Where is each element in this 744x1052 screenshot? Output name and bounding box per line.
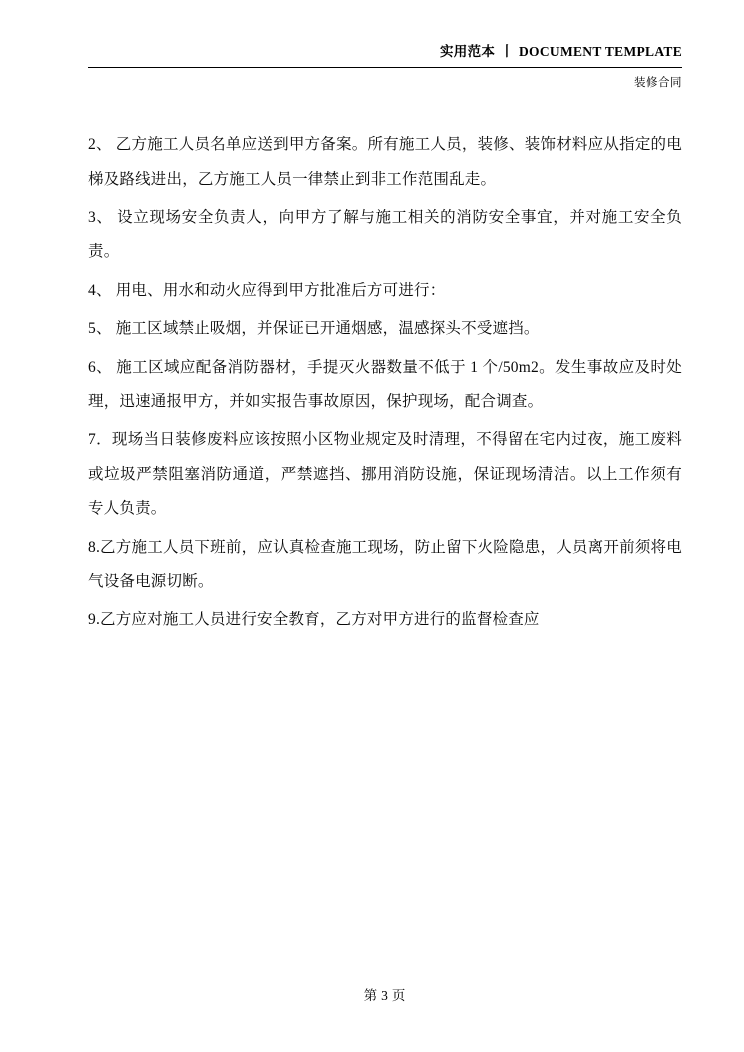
header-title-cn: 实用范本: [439, 44, 496, 59]
header-title-en: DOCUMENT TEMPLATE: [519, 44, 682, 59]
footer-suffix: 页: [391, 988, 407, 1003]
paragraph: 5、 施工区域禁止吸烟，并保证已开通烟感，温感探头不受遮挡。: [88, 320, 540, 338]
header-subtitle: 装修合同: [634, 77, 682, 90]
header-title: [88, 44, 682, 60]
page-footer: [88, 984, 682, 1004]
page-header: [88, 44, 682, 90]
paragraph: 4、 用电、用水和动火应得到甲方批准后方可进行：: [88, 281, 446, 299]
page-number: 3: [381, 988, 389, 1003]
paragraph: 8.乙方施工人员下班前，应认真检查施工现场，防止留下火险隐患，人员离开前须将电气设备电源切断。: [88, 538, 682, 591]
paragraph: 6、 施工区域应配备消防器材，手提灭火器数量不低于 1 个/50m2。发生事故应及时处理，迅速通报甲方，并如实报告事故原因，保护现场，配合调查。: [88, 358, 682, 411]
paragraph: 7．现场当日装修废料应该按照小区物业规定及时清理，不得留在宅内过夜，施工废料或垃圾严禁阻塞消防通道，严禁遮挡、挪用消防设施，保证现场清洁。以上工作须有专人负责。: [88, 431, 682, 518]
header-divider: [88, 67, 682, 68]
paragraph: 9.乙方应对施工人员进行安全教育，乙方对甲方进行的监督检查应: [88, 611, 540, 629]
document-body: [88, 128, 682, 638]
paragraph: 3、 设立现场安全负责人，向甲方了解与施工相关的消防安全事宜，并对施工安全负责。: [88, 209, 682, 261]
page-content-area: [88, 44, 682, 1012]
header-title-separator: 丨: [500, 44, 514, 59]
footer-prefix: 第: [363, 988, 379, 1003]
paragraph: 2、 乙方施工人员名单应送到甲方备案。所有施工人员，装修、装饰材料应从指定的电梯及路线进出，乙方施工人员一律禁止到非工作范围乱走。: [88, 136, 682, 188]
